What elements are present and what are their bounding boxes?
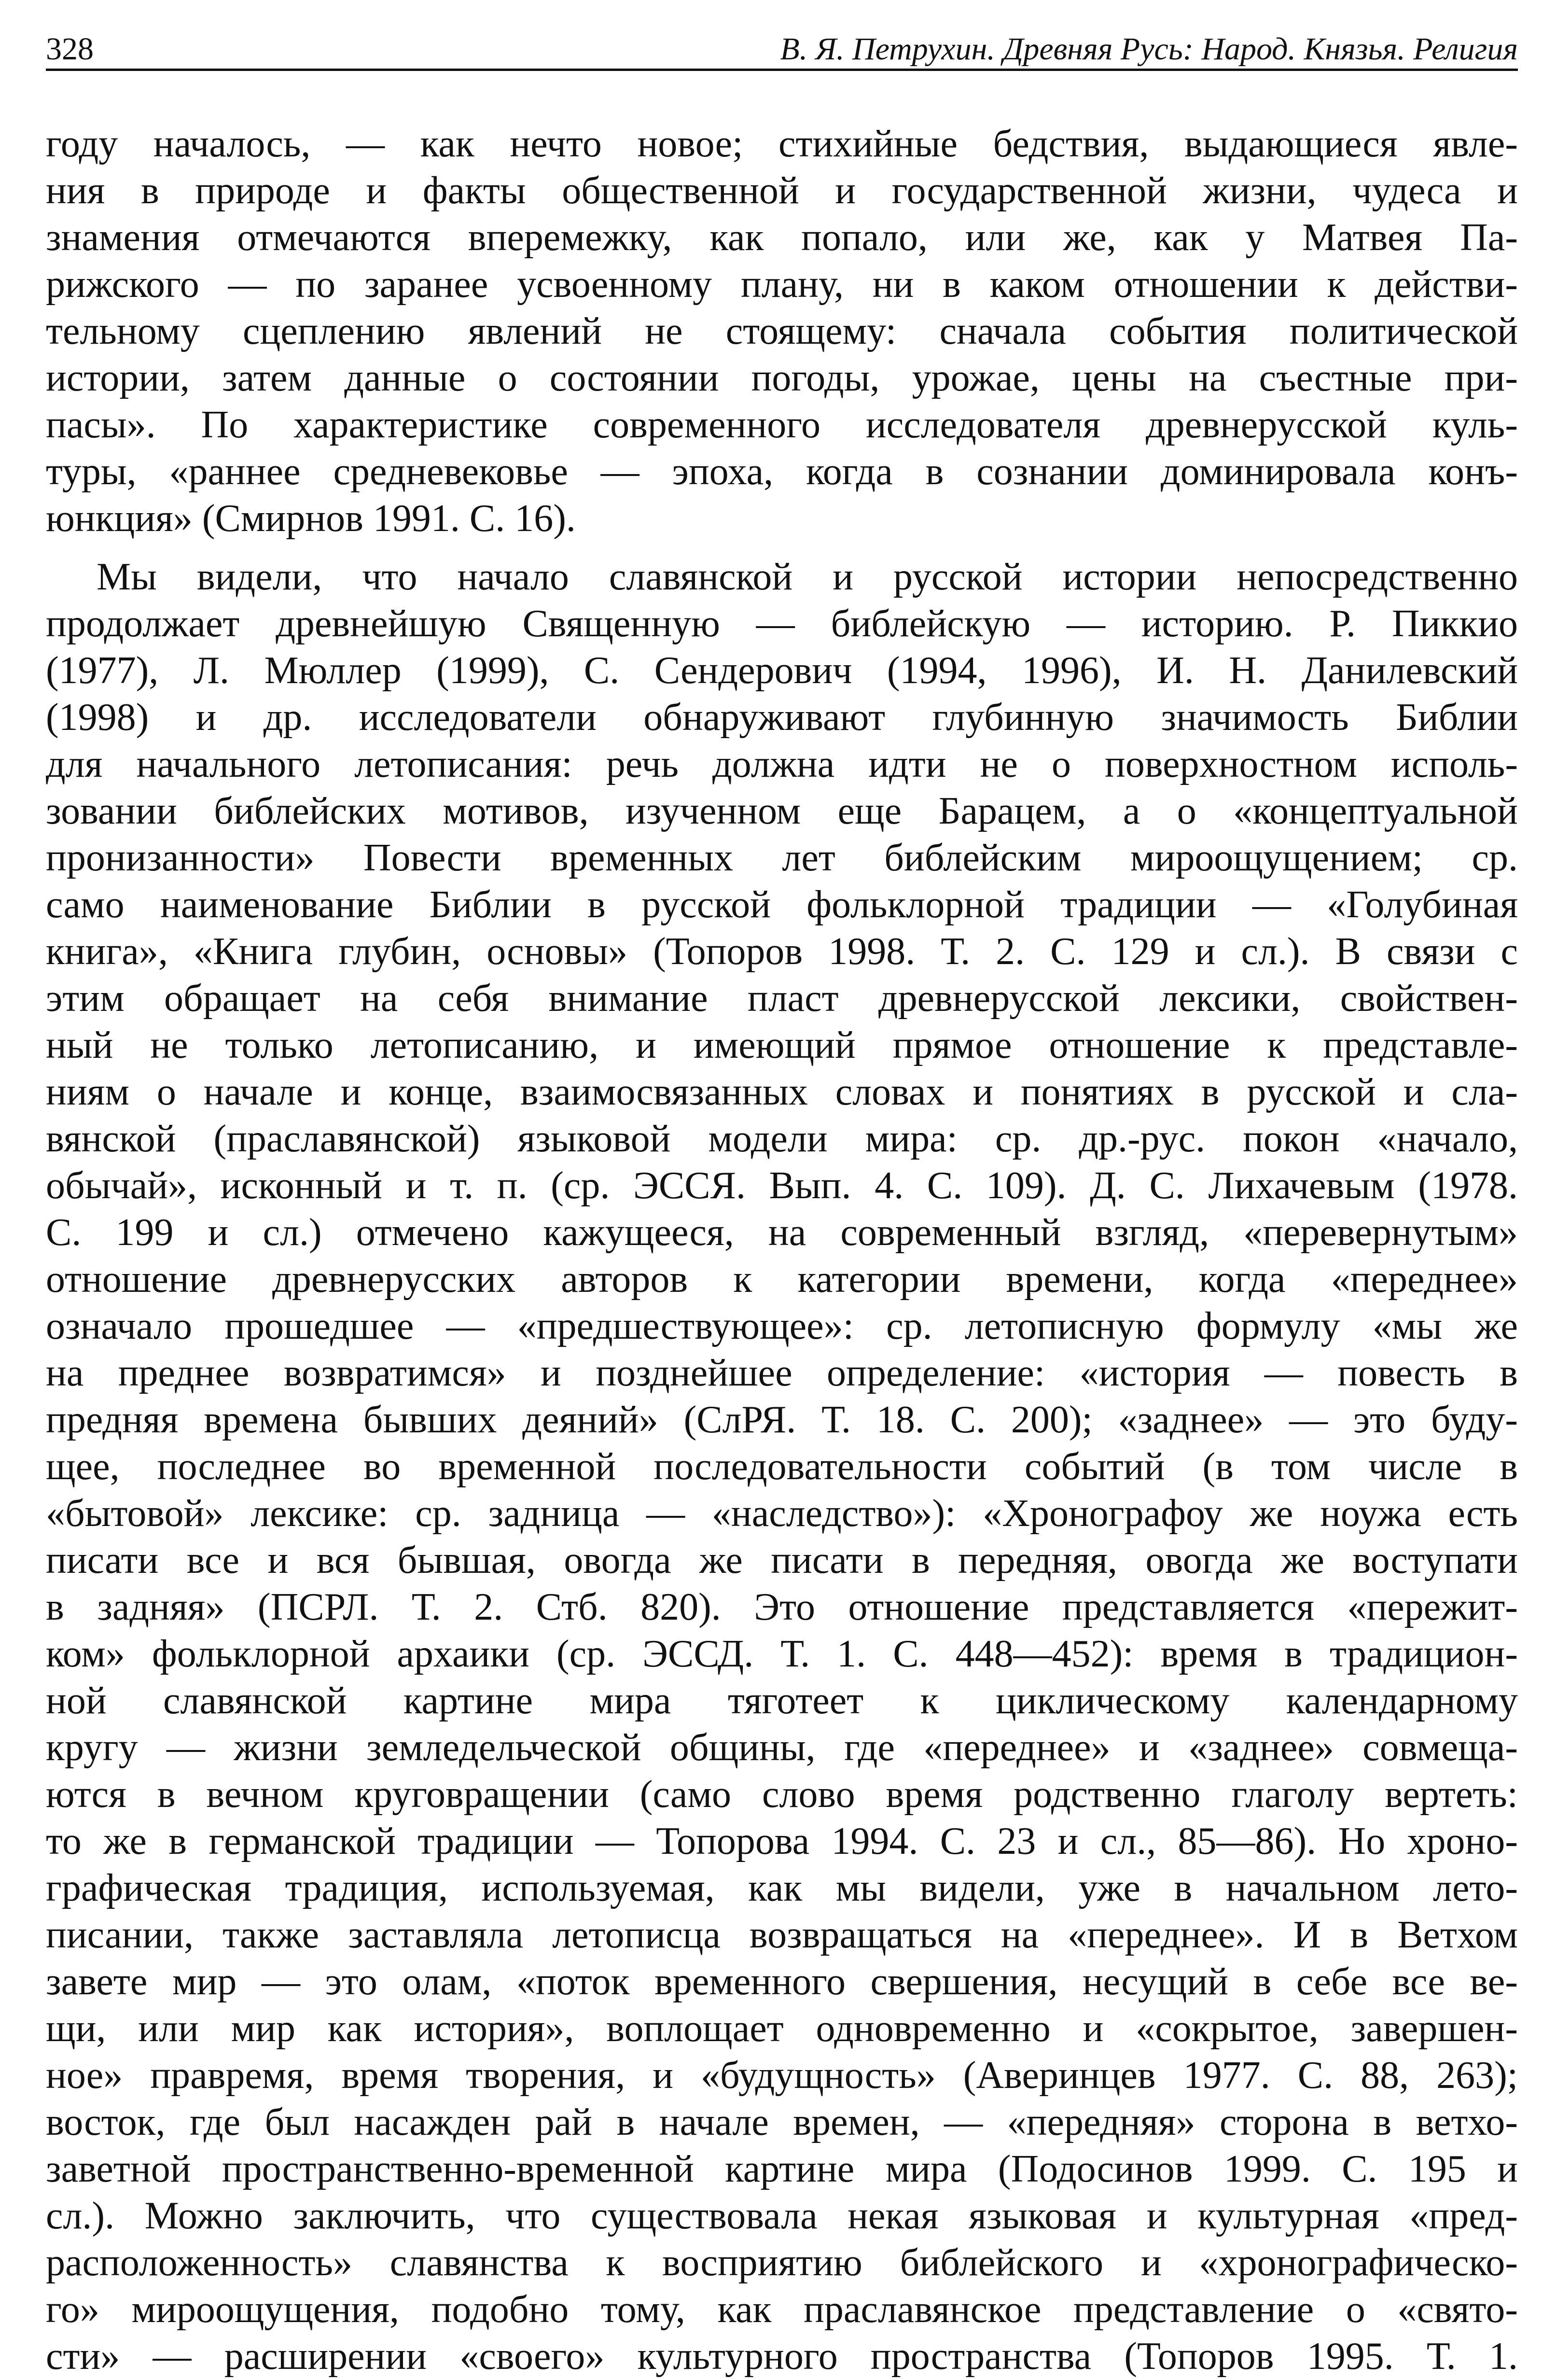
text-line: в задняя» (ПСРЛ. Т. 2. Стб. 820). Это отношение представляется «пережит- — [46, 1586, 1518, 1628]
text-line: тельному сцеплению явлений не стоящему: сначала события политической — [46, 310, 1518, 352]
text-line: предняя времена бывших деяний» (СлРЯ. Т. 18. С. 200); «заднее» — это буду- — [46, 1399, 1518, 1441]
text-line: вянской (праславянской) языковой модели мира: ср. др.-рус. покон «начало, — [46, 1118, 1518, 1160]
text-line: само наименование Библии в русской фольклорной традиции — «Голубиная — [46, 883, 1518, 926]
text-line: рижского — по заранее усвоенному плану, ни в каком отношении к действи- — [46, 263, 1518, 306]
text-line: означало прошедшее — «предшествующее»: ср. летописную формулу «мы же — [46, 1305, 1518, 1347]
text-line: книга», «Книга глубин, основы» (Топоров 1998. Т. 2. С. 129 и сл.). В связи с — [46, 930, 1518, 973]
text-line: восток, где был насажден рай в начале времен, — «передняя» сторона в ветхо- — [46, 2101, 1518, 2143]
text-line: то же в германской традиции — Топорова 1994. С. 23 и сл., 85—86). Но хроно- — [46, 1820, 1518, 1862]
text-line: пасы». По характеристике современного исследователя древнерусской куль- — [46, 404, 1518, 446]
text-line: ния в природе и факты общественной и государственной жизни, чудеса и — [46, 169, 1518, 212]
text-line: заветной пространственно-временной картине мира (Подосинов 1999. С. 195 и — [46, 2148, 1518, 2190]
text-line: завете мир — это олам, «поток временного свершения, несущий в себе все ве- — [46, 1960, 1518, 2003]
text-line: ются в вечном круговращении (само слово время родственно глаголу вертеть: — [46, 1773, 1518, 1816]
running-head: В. Я. Петрухин. Древняя Русь: Народ. Князья. Религия — [780, 31, 1518, 67]
page-number: 328 — [46, 31, 94, 67]
text-line: щее, последнее во временной последовательности событий (в том числе в — [46, 1445, 1518, 1488]
text-line: ный не только летописанию, и имеющий прямое отношение к представле- — [46, 1024, 1518, 1066]
text-line: сл.). Можно заключить, что существовала некая языковая и культурная «пред- — [46, 2195, 1518, 2237]
text-line: обычай», исконный и т. п. (ср. ЭССЯ. Вып. 4. С. 109). Д. С. Лихачевым (1978. — [46, 1164, 1518, 1207]
text-line: Мы видели, что начало славянской и русской истории непосредственно — [97, 556, 1518, 598]
text-line: «бытовой» лексике: ср. задница — «наследство»): «Хронографоу же ноужа есть — [46, 1492, 1518, 1535]
text-line: ниям о начале и конце, взаимосвязанных словах и понятиях в русской и сла- — [46, 1071, 1518, 1113]
text-line: расположенность» славянства к восприятию библейского и «хронографическо- — [46, 2241, 1518, 2284]
page-header — [46, 23, 1518, 70]
text-line: С. 199 и сл.) отмечено кажущееся, на современный взгляд, «перевернутым» — [46, 1211, 1518, 1254]
text-line: продолжает древнейшую Священную — библейскую — историю. Р. Пиккио — [46, 602, 1518, 645]
text-line: (1998) и др. исследователи обнаруживают глубинную значимость Библии — [46, 696, 1518, 739]
text-line: туры, «раннее средневековье — эпоха, когда в сознании доминировала конъ- — [46, 450, 1518, 493]
text-line: на преднее возвратимся» и позднейшее определение: «история — повесть в — [46, 1352, 1518, 1394]
text-line: для начального летописания: речь должна идти не о поверхностном исполь- — [46, 743, 1518, 785]
text-line: ком» фольклорной архаики (ср. ЭССД. Т. 1. С. 448—452): время в традицион- — [46, 1633, 1518, 1675]
text-line: сти» — расширении «своего» культурного пространства (Топоров 1995. Т. 1. — [46, 2335, 1518, 2378]
text-line: ное» правремя, время творения, и «будущность» (Аверинцев 1977. С. 88, 263); — [46, 2054, 1518, 2097]
text-line: отношение древнерусских авторов к категории времени, когда «переднее» — [46, 1258, 1518, 1301]
text-line: писати все и вся бывшая, овогда же писати в передняя, овогда же воступати — [46, 1539, 1518, 1582]
text-line: пронизанности» Повести временных лет библейским мироощущением; ср. — [46, 837, 1518, 879]
text-line: ной славянской картине мира тяготеет к циклическому календарному — [46, 1680, 1518, 1722]
text-line: го» мироощущения, подобно тому, как праславянское представление о «свято- — [46, 2288, 1518, 2331]
paragraph — [46, 121, 1518, 542]
text-line: графическая традиция, используемая, как мы видели, уже в начальном лето- — [46, 1867, 1518, 1909]
paragraph — [46, 554, 1518, 2380]
text-line: знамения отмечаются вперемежку, как попало, или же, как у Матвея Па- — [46, 216, 1518, 259]
text-line: истории, затем данные о состоянии погоды, урожае, цены на съестные при- — [46, 357, 1518, 399]
text-line: году началось, — как нечто новое; стихийные бедствия, выдающиеся явле- — [46, 123, 1518, 165]
paragraph-gap — [46, 542, 1518, 554]
body-text — [46, 121, 1518, 2380]
text-line: щи, или мир как история», воплощает одновременно и «сокрытое, завершен- — [46, 2007, 1518, 2050]
text-line: писании, также заставляла летописца возвращаться на «переднее». И в Ветхом — [46, 1914, 1518, 1956]
text-line: этим обращает на себя внимание пласт древнерусской лексики, свойствен- — [46, 977, 1518, 1020]
text-line: кругу — жизни земледельческой общины, где «переднее» и «заднее» совмеща- — [46, 1726, 1518, 1769]
header-rule — [46, 69, 1518, 71]
text-line: юнкция» (Смирнов 1991. С. 16). — [46, 497, 576, 540]
text-line: (1977), Л. Мюллер (1999), С. Сендерович (1994, 1996), И. Н. Данилевский — [46, 649, 1518, 692]
text-line: зовании библейских мотивов, изученном еще Барацем, а о «концептуальной — [46, 790, 1518, 832]
